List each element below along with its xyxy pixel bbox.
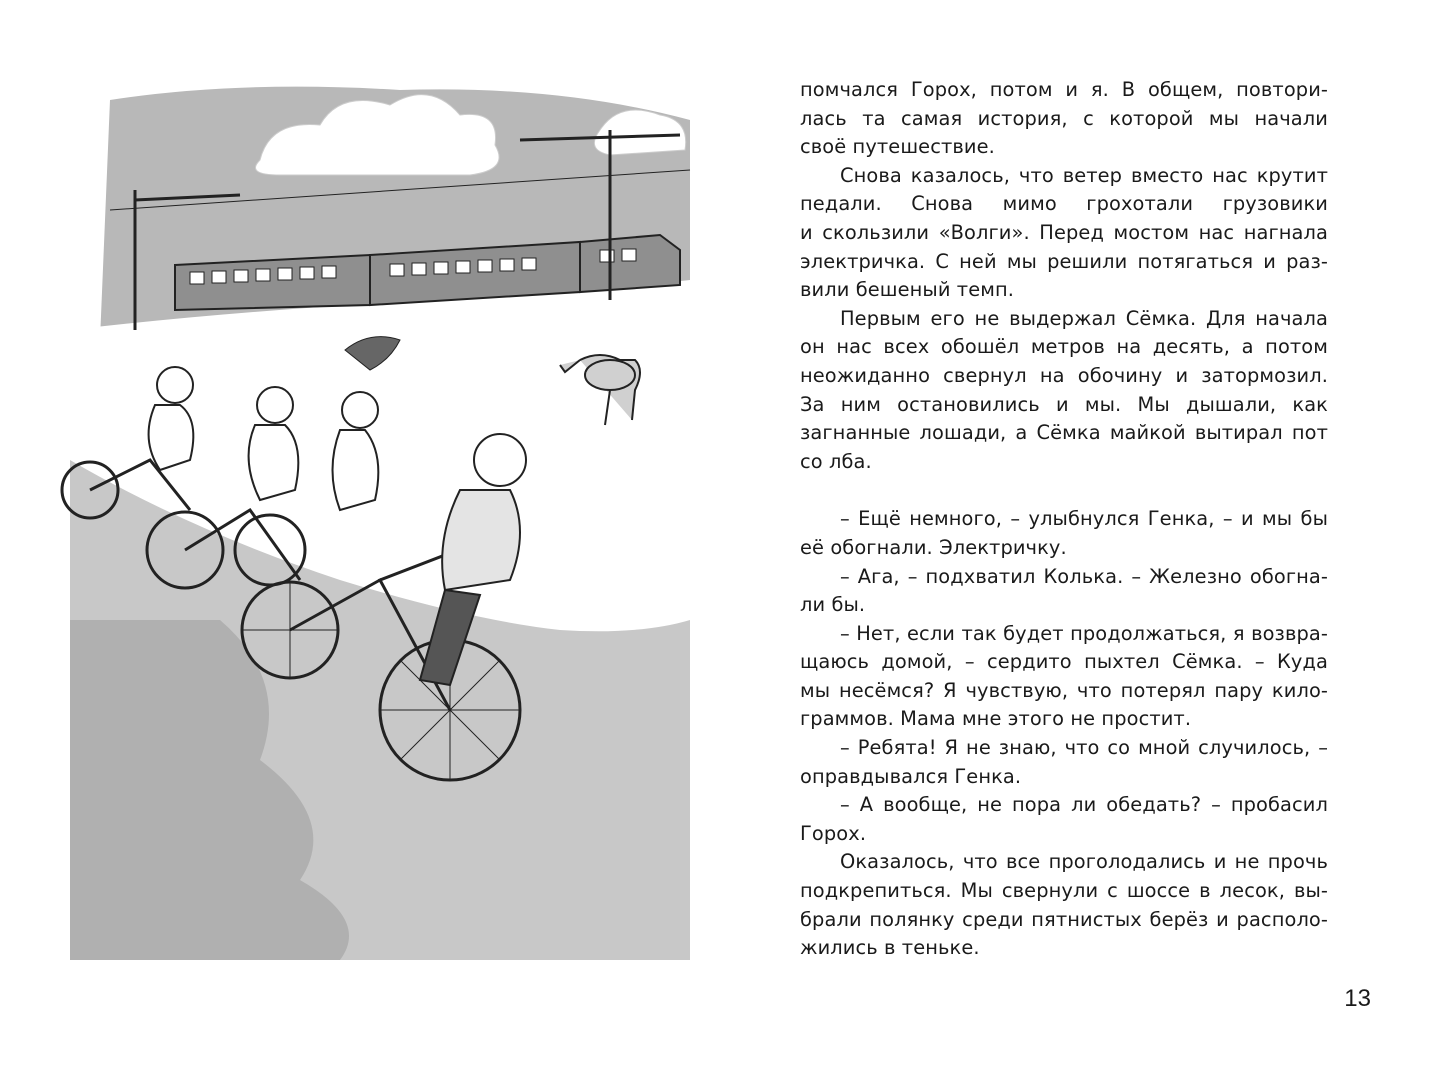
text-line: электричка. С ней мы решили потягаться и раз- <box>800 249 1328 273</box>
text-line: он нас всех обошёл метров на десять, а потом <box>800 335 1328 359</box>
text-line: мы несёмся? Я чувствую, что потерял пару кило- <box>800 678 1328 702</box>
text-line: – Нет, если так будет продолжаться, я возвра- <box>840 621 1328 645</box>
text-line: своё путешествие. <box>800 135 995 159</box>
text-line-blank <box>800 476 1328 505</box>
text-line: брали полянку среди пятнистых берёз и располо- <box>800 907 1328 931</box>
text-line: вили бешеный темп. <box>800 278 1014 302</box>
text-line: – Ещё немного, – улыбнулся Генка, – и мы бы <box>840 507 1328 531</box>
text-line: оправдывался Генка. <box>800 764 1022 788</box>
text-line: Снова казалось, что ветер вместо нас крутит <box>840 163 1328 187</box>
text-line: Оказалось, что все проголодались и не прочь <box>840 850 1328 874</box>
page-number: 13 <box>1344 985 1371 1012</box>
text-line: подкрепиться. Мы свернули с шоссе в лесок, вы- <box>800 879 1328 903</box>
text-line: Горох. <box>800 821 867 845</box>
text-line: щаюсь домой, – сердито пыхтел Сёмка. – Куда <box>800 650 1328 674</box>
boys-on-bicycles-racing-train-illustration <box>40 60 730 960</box>
text-line: граммов. Мама мне этого не простит. <box>800 707 1192 731</box>
text-line: За ним остановились и мы. Мы дышали, как <box>800 392 1328 416</box>
text-line: неожиданно свернул на обочину и затормозил. <box>800 363 1328 387</box>
text-line: загнанные лошади, а Сёмка майкой вытирал пот <box>800 421 1328 445</box>
text-line: помчался Горох, потом и я. В общем, повтори- <box>800 78 1328 101</box>
text-line: Первым его не выдержал Сёмка. Для начала <box>840 306 1328 330</box>
text-line: – А вообще, не пора ли обедать? – пробасил <box>840 793 1328 817</box>
text-line: ли бы. <box>800 593 866 617</box>
text-line: – Ребята! Я не знаю, что со мной случилось, – <box>840 736 1328 760</box>
text-line: её обогнали. Электричку. <box>800 535 1067 559</box>
illustration <box>40 60 730 960</box>
text-line: и скользили «Волги». Перед мостом нас нагнала <box>800 220 1328 244</box>
text-line: педали. Снова мимо грохотали грузовики <box>800 192 1328 216</box>
text-line: лась та самая история, с которой мы начали <box>800 106 1328 130</box>
text-line: – Ага, – подхватил Колька. – Железно обогна- <box>840 564 1328 588</box>
text-column <box>800 76 1328 963</box>
text-line: со лба. <box>800 449 872 473</box>
text-line: жились в теньке. <box>800 936 980 960</box>
